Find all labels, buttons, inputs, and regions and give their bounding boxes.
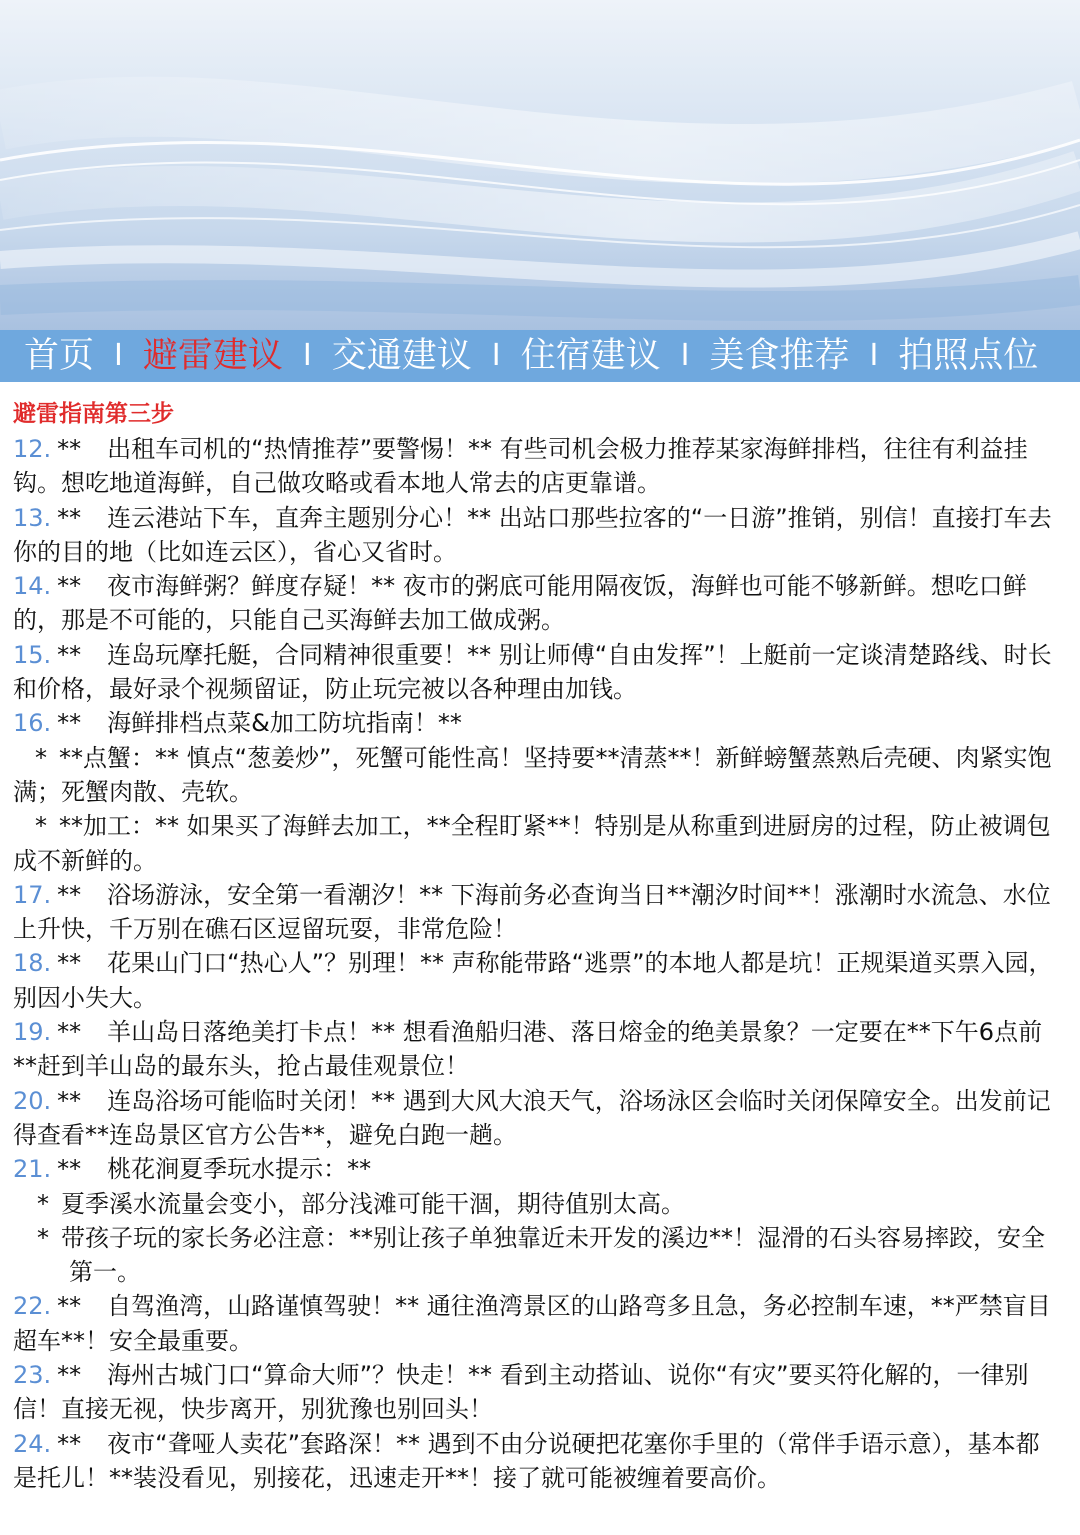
tip-text: 浴场游泳，安全第一看潮汐！** 下海前务必查询当日**潮汐时间**！涨潮时水流急、水位上升快，千万别在礁石区逗留玩耍，非常危险！ — [13, 880, 1051, 944]
tip-item — [13, 878, 1063, 947]
nav-item-1[interactable]: 避雷建议 — [142, 336, 283, 376]
tip-marker: ** — [57, 1429, 82, 1458]
tip-marker: ** — [57, 1086, 82, 1115]
tip-text: 羊山岛日落绝美打卡点！** 想看渔船归港、落日熔金的绝美景象？一定要在**下午6点前**赶到羊山岛的最东头，抢占最佳观景位！ — [13, 1018, 1043, 1081]
tip-item — [13, 1289, 1063, 1358]
tip-text: 夜市“聋哑人卖花”套路深！** 遇到不由分说硬把花塞你手里的（常伴手语示意），基本都是托儿！**装没看见，别接花，迅速走开**！接了就可能被缠着要高价。 — [13, 1429, 1040, 1492]
tip-number: 23. — [13, 1361, 52, 1390]
nav-item-4[interactable]: 美食推荐 — [709, 336, 850, 376]
tip-item — [13, 1015, 1063, 1084]
tip-marker: ** — [57, 435, 82, 463]
nav-separator: I — [302, 338, 312, 373]
tip-number: 22. — [13, 1292, 52, 1321]
tip-text: 夜市海鲜粥？鲜度存疑！** 夜市的粥底可能用隔夜饭，海鲜也可能不够新鲜。想吃口鲜的，那是不可能的，只能自己买海鲜去加工做成粥。 — [13, 572, 1027, 635]
tip-number: 20. — [13, 1086, 52, 1115]
tip-marker: ** — [57, 880, 82, 909]
tip-marker: ** — [57, 949, 82, 978]
tip-marker: ** — [57, 709, 82, 738]
top-nav — [0, 330, 1080, 382]
bullet-marker: * — [35, 812, 47, 841]
tip-number: 16. — [13, 709, 52, 738]
tip-subitem-text: **点蟹：** 慎点“葱姜炒”，死蟹可能性高！坚持要**清蒸**！新鲜螃蟹蒸熟后壳硬、肉紧实饱满；死蟹肉散、壳软。 — [13, 743, 1052, 806]
header-banner — [0, 0, 1080, 330]
tip-number: 15. — [13, 640, 52, 669]
tip-text: 连岛玩摩托艇，合同精神很重要！** 别让师傅“自由发挥”！上艇前一定谈清楚路线、时长和价格，最好录个视频留证，防止玩完被以各种理由加钱。 — [13, 640, 1052, 704]
nav-item-2[interactable]: 交通建议 — [331, 336, 472, 376]
tip-text: 桃花涧夏季玩水提示：** — [107, 1155, 372, 1184]
tip-subitem — [13, 1187, 1063, 1221]
banner-wave-graphic — [0, 0, 1080, 330]
tip-text: 海鲜排档点菜&加工防坑指南！** — [107, 709, 462, 738]
tip-item — [13, 1427, 1063, 1496]
section-title: 避雷指南第三步 — [13, 401, 174, 427]
tip-item — [13, 501, 1063, 570]
tip-item — [13, 1152, 1063, 1186]
bullet-marker: * — [35, 743, 47, 772]
tips-list — [13, 432, 1063, 1495]
tip-item — [13, 432, 1063, 501]
nav-separator: I — [680, 338, 690, 373]
tip-marker: ** — [57, 503, 82, 532]
tip-text: 连岛浴场可能临时关闭！** 遇到大风大浪天气，浴场泳区会临时关闭保障安全。出发前记得查看**连岛景区官方公告**，避免白跑一趟。 — [13, 1086, 1051, 1149]
tip-number: 17. — [13, 880, 52, 909]
tip-text: 自驾渔湾，山路谨慎驾驶！** 通往渔湾景区的山路弯多且急，务必控制车速，**严禁盲目超车**！安全最重要。 — [13, 1292, 1051, 1355]
tip-number: 13. — [13, 503, 52, 532]
tip-item — [13, 638, 1063, 707]
nav-item-3[interactable]: 住宿建议 — [520, 336, 661, 376]
tip-marker: ** — [57, 640, 82, 669]
tip-text: 连云港站下车，直奔主题别分心！** 出站口那些拉客的“一日游”推销，别信！直接打车去你的目的地（比如连云区），省心又省时。 — [13, 503, 1052, 566]
tip-marker: ** — [57, 1155, 82, 1184]
tip-number: 18. — [13, 949, 52, 978]
tip-item — [13, 946, 1063, 1015]
tip-marker: ** — [57, 1361, 82, 1390]
tip-number: 19. — [13, 1018, 52, 1047]
nav-item-0[interactable]: 首页 — [24, 336, 95, 376]
tip-item — [13, 569, 1063, 638]
tip-text: 海州古城门口“算命大师”？快走！** 看到主动搭讪、说你“有灾”要买符化解的，一律别信！直接无视，快步离开，别犹豫也别回头！ — [13, 1361, 1029, 1424]
tip-number: 14. — [13, 572, 52, 601]
tip-item — [13, 706, 1063, 740]
tip-number: 24. — [13, 1429, 52, 1458]
article-body — [13, 398, 1063, 1495]
tip-subitem — [13, 1221, 1063, 1290]
tip-number: 12. — [13, 435, 52, 463]
nav-separator: I — [491, 338, 501, 373]
tip-marker: ** — [57, 1018, 82, 1047]
tip-item — [13, 1084, 1063, 1153]
tip-subitem — [13, 809, 1063, 878]
bullet-marker: * — [37, 1189, 49, 1218]
nav-item-5[interactable]: 拍照点位 — [898, 336, 1039, 376]
tip-subitem-text: 夏季溪水流量会变小，部分浅滩可能干涸，期待值别太高。 — [61, 1189, 685, 1218]
tip-item — [13, 1358, 1063, 1427]
nav-separator: I — [869, 338, 879, 373]
tip-text: 花果山门口“热心人”？别理！** 声称能带路“逃票”的本地人都是坑！正规渠道买票入园，别因小失大。 — [13, 949, 1053, 1012]
tip-subitem-text: 带孩子玩的家长务必注意：**别让孩子单独靠近未开发的溪边**！湿滑的石头容易摔跤，安全第一。 — [61, 1223, 1045, 1287]
tip-subitem-text: **加工：** 如果买了海鲜去加工，**全程盯紧**！特别是从称重到进厨房的过程，防止被调包成不新鲜的。 — [13, 812, 1051, 875]
tip-marker: ** — [57, 572, 82, 601]
bullet-marker: * — [37, 1223, 49, 1252]
nav-separator: I — [114, 338, 123, 373]
tip-marker: ** — [57, 1292, 82, 1321]
tip-subitem — [13, 741, 1063, 810]
tip-text: 出租车司机的“热情推荐”要警惕！** 有些司机会极力推荐某家海鲜排档，往往有利益挂钩。想吃地道海鲜，自己做攻略或看本地人常去的店更靠谱。 — [13, 435, 1028, 498]
tip-number: 21. — [13, 1155, 52, 1184]
